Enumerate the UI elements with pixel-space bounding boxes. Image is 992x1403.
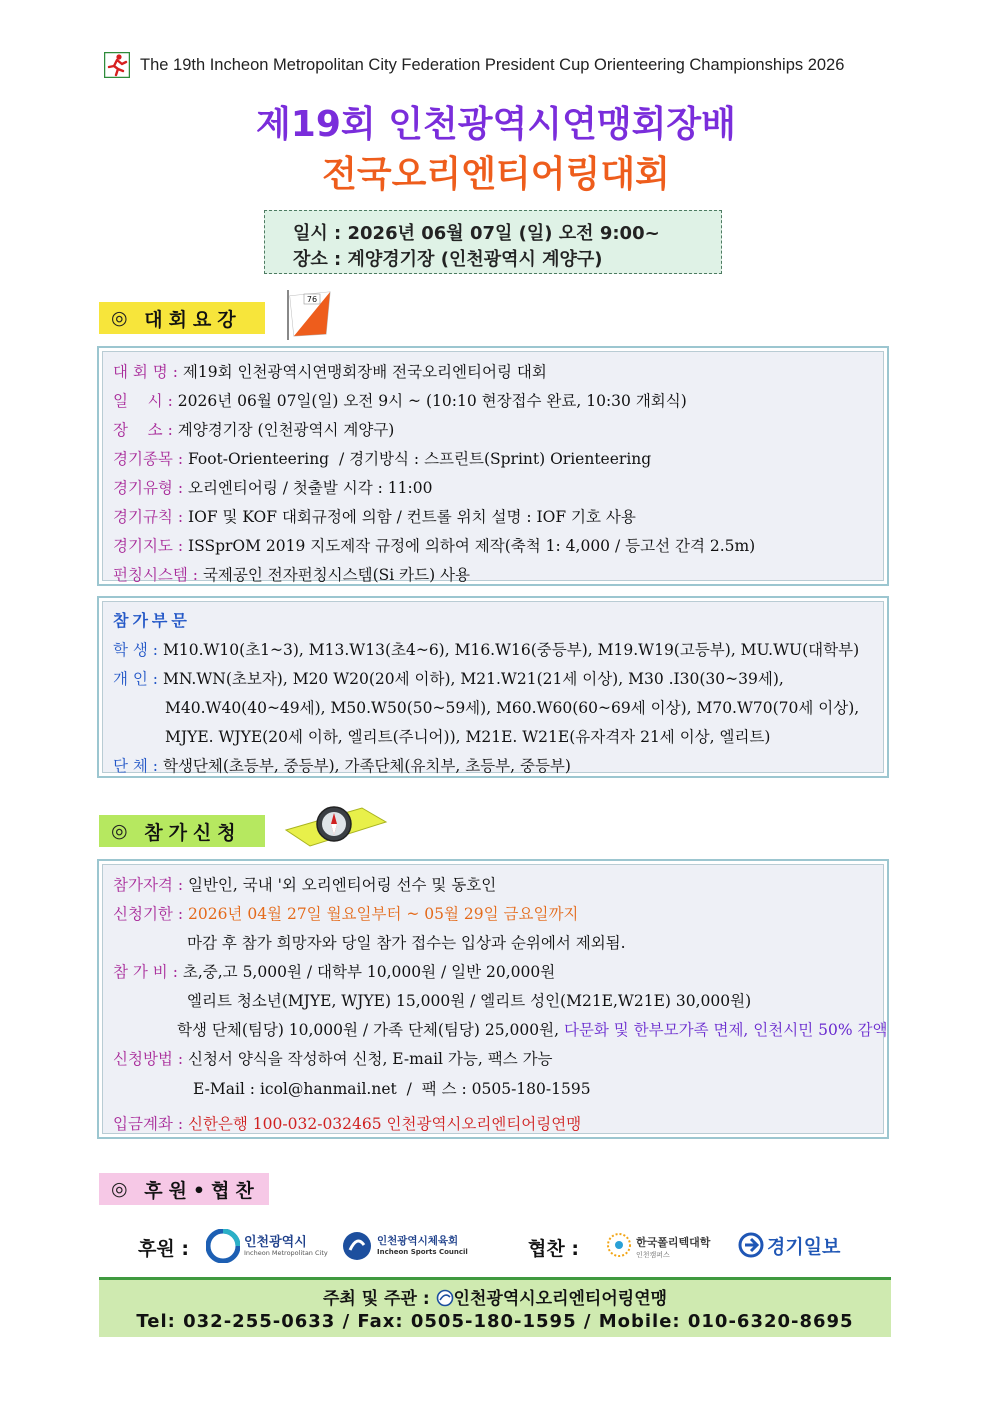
flag-number: 76 [306, 295, 318, 304]
email-fax: E-Mail : icol@hanmail.net / 팩 스 : 0505-180-1595 [193, 1080, 591, 1098]
kyeonggi-logo-icon [738, 1232, 764, 1258]
orienteering-flag-icon [282, 288, 340, 342]
division-group: 단 체 : 학생단체(초등부, 중등부), 가족단체(유치부, 초등부, 중등부) [113, 757, 571, 775]
overview-line: 경기지도 : ISSprOM 2019 지도제작 규정에 의하여 제작(축척 1: 4,000 / 등고선 간격 2.5m) [113, 537, 756, 555]
cosponsor-polytech: 한국폴리텍대학 인천캠퍼스 [606, 1228, 726, 1266]
runner-logo-icon [104, 52, 130, 78]
fee-line: 참 가 비 : 초,중,고 5,000원 / 대학부 10,000원 / 일반 20,000원 [113, 963, 556, 981]
host-line: 주최 및 주관 : 인천광역시오리엔티어링연맹 [322, 1289, 668, 1309]
polytech-logo-icon [606, 1230, 632, 1260]
qualification: 참가자격 : 일반인, 국내 '외 오리엔티어링 선수 및 동호인 [113, 876, 497, 894]
deadline-note: 마감 후 참가 희망자와 당일 참가 접수는 입상과 순위에서 제외됨. [187, 934, 626, 952]
section-title: 대회요강 [144, 308, 242, 331]
federation-logo-icon [436, 1289, 454, 1307]
footer-host-contact [99, 1277, 891, 1337]
section-heading-sponsors: ◎ 후원•협찬 [99, 1173, 269, 1205]
overview-line: 일 시 : 2026년 06월 07일(일) 오전 9시 ~ (10:10 현장접수 완료, 10:30 개회식) [113, 392, 687, 410]
support-label: 후원 : [138, 1238, 189, 1260]
overview-line: 경기규칙 : IOF 및 KOF 대회규정에 의함 / 컨트롤 위치 설명 : IOF 기호 사용 [113, 508, 636, 526]
cosponsor-kyeonggi: 경기일보 [738, 1230, 858, 1262]
date-place-box [264, 210, 722, 274]
incheon-city-logo-icon [206, 1229, 240, 1263]
overview-line: 장 소 : 계양경기장 (인천광역시 계양구) [113, 421, 395, 439]
cosponsor-label: 협찬 : [528, 1238, 579, 1260]
event-date: 일시 : 2026년 06월 07일 (일) 오전 9:00~ [293, 223, 660, 244]
section-mark: ◎ [111, 307, 132, 329]
fee-line: 학생 단체(팀당) 10,000원 / 가족 단체(팀당) 25,000원, 다문화 및 한부모가족 면제, 인천시민 50% 감액 [177, 1021, 888, 1039]
sponsor-row [0, 1222, 992, 1268]
overview-line: 펀칭시스템 : 국제공인 전자펀칭시스템(Si 카드) 사용 [113, 566, 471, 584]
compass-icon [282, 800, 390, 850]
event-place: 장소 : 계양경기장 (인천광역시 계양구) [293, 249, 603, 270]
fee-line: 엘리트 청소년(MJYE, WJYE) 15,000원 / 엘리트 성인(M21E,W21E) 30,000원) [187, 992, 752, 1010]
main-title-line1: 제19회 인천광역시연맹회장배 [256, 104, 736, 145]
bank-account: 입금계좌 : 신한은행 100-032-032465 인천광역시오리엔티어링연맹 [113, 1115, 582, 1133]
overview-line: 경기종목 : Foot-Orienteering / 경기방식 : 스프린트(Sprint) Orienteering [113, 450, 652, 468]
sponsor-sports-council: 인천광역시체육회 Incheon Sports Council [342, 1228, 472, 1266]
sponsor-incheon-city: 인천광역시 Incheon Metropolitan City [206, 1226, 326, 1266]
deadline: 신청기한 : 2026년 04월 27일 월요일부터 ~ 05월 29일 금요일까지 [113, 905, 579, 923]
division-individual: 개 인 : MN.WN(초보자), M20 W20(20세 이하), M21.W21(21세 이상), M30 .I30(30~39세), [113, 670, 784, 688]
divisions-title: 참가부문 [113, 611, 191, 630]
division-individual-cont: M40.W40(40~49세), M50.W50(50~59세), M60.W60(60~69세 이상), M70.W70(70세 이상), [165, 699, 860, 717]
division-individual-cont: MJYE. WJYE(20세 이하, 엘리트(주니어)), M21E. W21E(유자격자 21세 이상, 엘리트) [165, 728, 771, 746]
section-heading-application: ◎ 참가신청 [99, 815, 265, 847]
overview-list [102, 351, 884, 584]
english-title: The 19th Incheon Metropolitan City Federation President Cup Orienteering Championships 2026 [140, 55, 845, 74]
main-title-line2: 전국오리엔티어링대회 [322, 154, 670, 195]
sports-council-logo-icon [342, 1231, 372, 1261]
divisions-box [97, 596, 889, 778]
application-box [97, 859, 889, 1139]
division-student: 학 생 : M10.W10(초1~3), M13.W13(초4~6), M16.W16(중등부), M19.W19(고등부), MU.WU(대학부) [113, 641, 860, 659]
contact-line: Tel: 032-255-0633 / Fax: 0505-180-1595 / Mobile: 010-6320-8695 [136, 1311, 854, 1332]
section-heading-overview [99, 302, 265, 334]
overview-box [97, 346, 889, 586]
overview-line: 경기유형 : 오리엔티어링 / 첫출발 시각 : 11:00 [113, 479, 433, 497]
english-header [104, 50, 844, 80]
overview-line: 대 회 명 : 제19회 인천광역시연맹회장배 전국오리엔티어링 대회 [113, 363, 547, 381]
application-method: 신청방법 : 신청서 양식을 작성하여 신청, E-mail 가능, 팩스 가능 [113, 1050, 553, 1068]
